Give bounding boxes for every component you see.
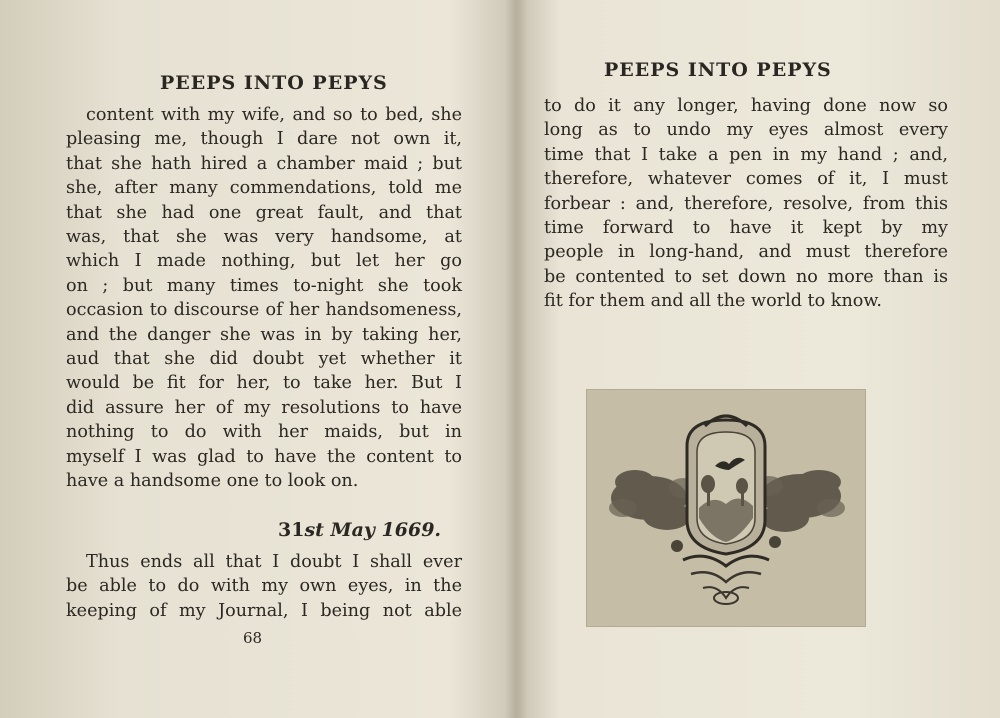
left-closing-text	[66, 550, 462, 623]
date-day: 31	[278, 519, 305, 541]
text-line: time that I take a pen in my hand ; and,	[544, 144, 948, 165]
text-line: she, after many commendations, told me	[66, 178, 462, 199]
left-body-text	[66, 103, 462, 494]
ornamental-vignette	[586, 389, 866, 627]
text-line: have a handsome one to look on.	[66, 471, 359, 492]
right-running-head: PEEPS INTO PEPYS	[604, 59, 832, 81]
text-line: be contented to set down no more than is	[544, 266, 948, 287]
text-line: on ; but many times to-night she took	[66, 275, 462, 296]
text-line: be able to do with my own eyes, in the	[66, 576, 462, 597]
text-line: people in long-hand, and must therefore	[544, 242, 948, 263]
text-line: forbear : and, therefore, resolve, from this	[544, 193, 948, 214]
text-line: to do it any longer, having done now so	[544, 96, 948, 116]
text-line: keeping of my Journal, I being not able	[66, 600, 462, 621]
date-suffix: st	[304, 519, 324, 541]
text-line: which I made nothing, but let her go	[66, 251, 462, 272]
left-running-head: PEEPS INTO PEPYS	[160, 72, 388, 94]
text-line: fit for them and all the world to know.	[544, 291, 882, 312]
text-line: pleasing me, though I dare not own it,	[66, 129, 462, 150]
text-line: that she hath hired a chamber maid ; but	[66, 153, 462, 174]
page-number: 68	[243, 629, 263, 647]
text-line: time forward to have it kept by my	[544, 218, 948, 239]
text-line: that she had one great fault, and that	[66, 202, 462, 223]
text-line: therefore, whatever comes of it, I must	[544, 169, 948, 190]
entry-date	[278, 519, 441, 541]
text-line: content with my wife, and so to bed, she	[86, 105, 462, 125]
date-month-year: May 1669.	[323, 519, 442, 541]
text-line: occasion to discourse of her handsomeness,	[66, 300, 462, 321]
text-line: aud that she did doubt yet whether it	[66, 349, 462, 370]
text-line: myself I was glad to have the content to	[66, 446, 462, 467]
cartouche-illustration	[587, 390, 865, 626]
text-line: long as to undo my eyes almost every	[544, 120, 948, 141]
text-line: nothing to do with her maids, but in	[66, 422, 462, 443]
text-line: did assure her of my resolutions to have	[66, 397, 462, 418]
right-body-text	[544, 94, 948, 314]
text-line: would be fit for her, to take her. But I	[66, 373, 462, 394]
right-page	[520, 0, 1000, 718]
text-line: was, that she was very handsome, at	[66, 227, 462, 248]
text-line: Thus ends all that I doubt I shall ever	[86, 552, 462, 572]
text-line: and the danger she was in by taking her,	[66, 324, 462, 345]
